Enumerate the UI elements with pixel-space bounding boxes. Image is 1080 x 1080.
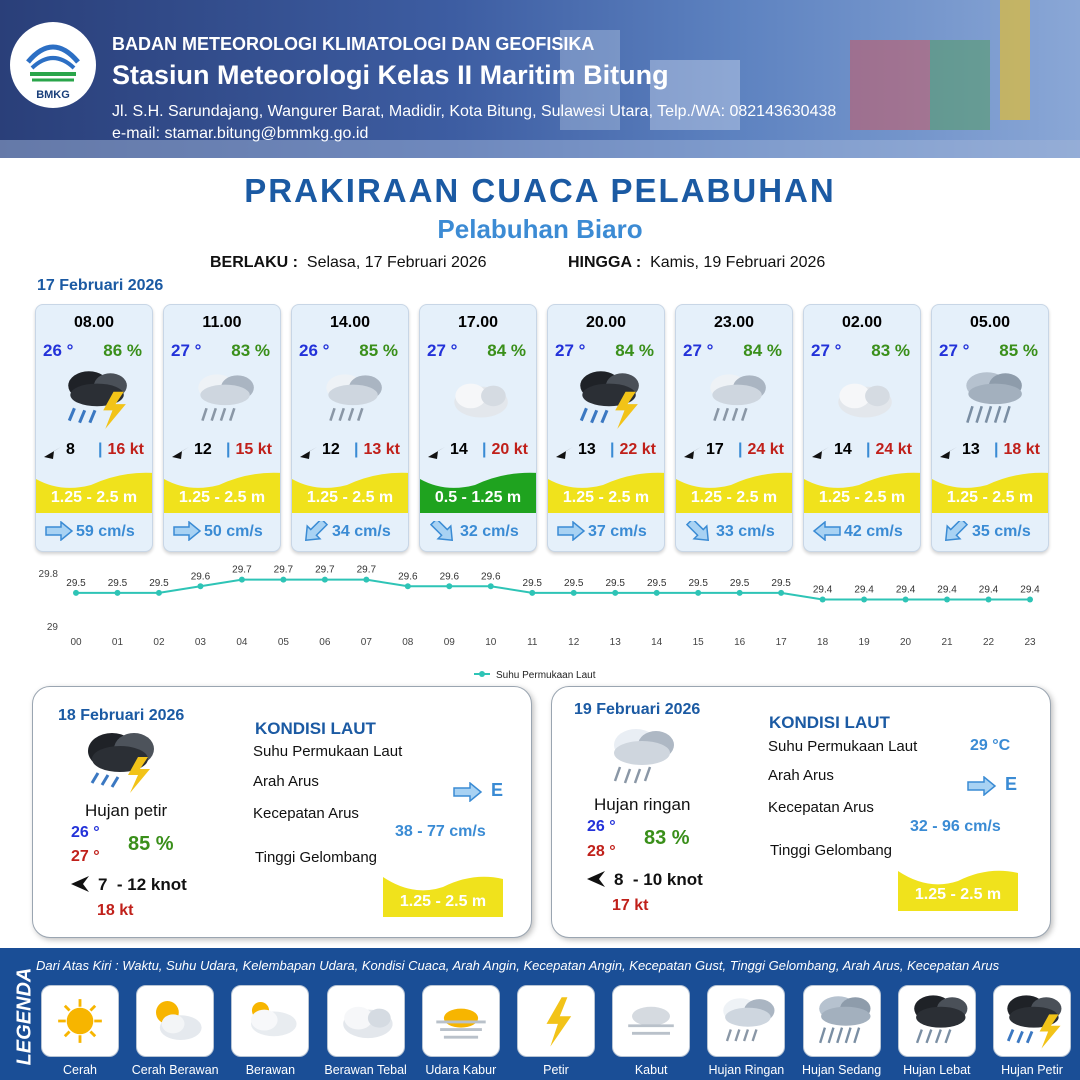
berawan-tebal-icon bbox=[816, 363, 910, 435]
wind-speed: 12 bbox=[194, 441, 212, 458]
forecast-time: 17.00 bbox=[457, 314, 499, 331]
separator: | bbox=[354, 441, 359, 458]
forecast-card bbox=[803, 304, 921, 552]
x-tick-label: 15 bbox=[692, 637, 704, 648]
y-tick-label: 29.8 bbox=[38, 569, 58, 580]
sst-point bbox=[73, 590, 79, 596]
wave-height: 1.25 - 2.5 m bbox=[690, 489, 778, 506]
humidity: 84 % bbox=[487, 341, 526, 360]
current-speed: 34 cm/s bbox=[332, 523, 391, 540]
sst-point bbox=[695, 590, 701, 596]
humidity: 85 % bbox=[999, 341, 1038, 360]
sst-data-label: 29.6 bbox=[481, 571, 501, 583]
separator: | bbox=[482, 441, 487, 458]
wind-arrow-icon bbox=[44, 441, 62, 459]
current-arrow-icon bbox=[684, 521, 714, 541]
x-tick-label: 04 bbox=[236, 637, 248, 648]
humidity: 84 % bbox=[743, 341, 782, 360]
x-tick-label: 23 bbox=[1024, 637, 1036, 648]
sst-data-label: 29.6 bbox=[439, 571, 460, 583]
current-speed: 33 cm/s bbox=[716, 523, 775, 540]
sst-data-label: 29.5 bbox=[66, 577, 86, 589]
sst-data-label: 29.5 bbox=[646, 577, 667, 589]
legend-label: Petir bbox=[543, 1063, 569, 1077]
current-arrow-icon bbox=[453, 782, 483, 802]
day2-dir: E bbox=[491, 780, 504, 800]
sst-point bbox=[446, 583, 452, 589]
sst-data-label: 29.6 bbox=[398, 571, 418, 583]
day3-temp-min: 26 ° bbox=[587, 818, 616, 835]
day2-condition: Hujan petir bbox=[85, 801, 168, 820]
current-arrow-icon bbox=[428, 521, 458, 541]
day3-sst-label: Suhu Permukaan Laut bbox=[768, 738, 918, 755]
hujan-sedang-legend-icon bbox=[803, 985, 881, 1057]
hujan-petir-legend-icon bbox=[993, 985, 1071, 1057]
hujan-ringan-legend-icon bbox=[707, 985, 785, 1057]
legend-title: LEGENDA bbox=[13, 967, 36, 1066]
current-arrow-icon bbox=[967, 776, 997, 796]
berawan-legend-icon bbox=[231, 985, 309, 1057]
sst-data-label: 29.4 bbox=[812, 584, 833, 596]
sst-data-label: 29.5 bbox=[149, 577, 169, 589]
sst-data-label: 29.5 bbox=[771, 577, 791, 589]
day3-sea-title: KONDISI LAUT bbox=[769, 713, 890, 732]
current-speed: 35 cm/s bbox=[972, 523, 1031, 540]
sst-data-label: 29.5 bbox=[107, 577, 128, 589]
berawan-tebal-icon bbox=[432, 363, 526, 435]
wave-height: 1.25 - 2.5 m bbox=[306, 489, 394, 506]
forecast-card bbox=[291, 304, 409, 552]
wind-arrow-icon bbox=[684, 441, 702, 459]
wind-speed: 13 bbox=[962, 441, 980, 458]
hujan-ringan-icon bbox=[176, 363, 270, 435]
legend-label: Hujan Petir bbox=[1001, 1063, 1063, 1077]
day2-wave: 1.25 - 2.5 m bbox=[399, 893, 487, 910]
day3-speed-label: Kecepatan Arus bbox=[768, 799, 874, 816]
day3-wave: 1.25 - 2.5 m bbox=[914, 886, 1002, 903]
current-speed: 59 cm/s bbox=[76, 523, 135, 540]
day1-date: 17 Februari 2026 bbox=[37, 277, 164, 294]
day2-rh: 85 % bbox=[128, 833, 174, 855]
current-speed: 37 cm/s bbox=[588, 523, 647, 540]
chart-legend-label: Suhu Permukaan Laut bbox=[496, 670, 596, 681]
forecast-time: 05.00 bbox=[969, 314, 1011, 331]
wave-height: 1.25 - 2.5 m bbox=[178, 489, 266, 506]
sst-chart bbox=[30, 560, 1050, 685]
email: e-mail: stamar.bitung@bmmkg.go.id bbox=[112, 125, 369, 142]
legend-label: Kabut bbox=[634, 1063, 668, 1077]
sst-data-label: 29.4 bbox=[978, 584, 999, 596]
separator: | bbox=[226, 441, 231, 458]
org-name: BADAN METEOROLOGI KLIMATOLOGI DAN GEOFISIKA bbox=[112, 34, 595, 54]
forecast-card bbox=[35, 304, 153, 552]
humidity: 83 % bbox=[871, 341, 910, 360]
current-arrow-icon bbox=[300, 521, 330, 541]
sst-data-label: 29.7 bbox=[273, 564, 294, 576]
day2-wave-label: Tinggi Gelombang bbox=[255, 849, 378, 866]
day2-speed: 38 - 77 cm/s bbox=[395, 823, 486, 840]
sst-point bbox=[280, 577, 286, 583]
x-tick-label: 08 bbox=[402, 637, 414, 648]
day3-dir-label: Arah Arus bbox=[768, 767, 834, 784]
gust-speed: 15 kt bbox=[235, 441, 272, 458]
x-tick-label: 11 bbox=[527, 637, 538, 648]
day2-speed-label: Kecepatan Arus bbox=[253, 805, 359, 822]
humidity: 84 % bbox=[615, 341, 654, 360]
x-tick-label: 14 bbox=[651, 637, 663, 648]
legend-label: Udara Kabur bbox=[425, 1063, 497, 1077]
separator: | bbox=[98, 441, 103, 458]
address: Jl. S.H. Sarundajang, Wangurer Barat, Madidir, Kota Bitung, Sulawesi Utara, Telp./WA: 082143630438 bbox=[112, 103, 837, 120]
legend-description: Dari Atas Kiri : Waktu, Suhu Udara, Kelembapan Udara, Kondisi Cuaca, Arah Angin, Kecepatan Angin, Kecepatan Gust, Tinggi Gelombang, Arah Arus, Kecepatan Arus bbox=[36, 958, 1000, 973]
sst-point bbox=[820, 597, 826, 603]
hujan-ringan-icon bbox=[688, 363, 782, 435]
wind-arrow-icon bbox=[71, 876, 91, 892]
bmkg-logo bbox=[10, 22, 96, 108]
day3-temp-max: 28 ° bbox=[587, 843, 616, 860]
day2-wind: 7 - 12 knot bbox=[98, 875, 187, 894]
current-speed: 32 cm/s bbox=[460, 523, 519, 540]
sst-point bbox=[197, 583, 203, 589]
legend-label: Hujan Sedang bbox=[801, 1063, 882, 1077]
sst-data-label: 29.5 bbox=[729, 577, 750, 589]
forecast-time: 08.00 bbox=[73, 314, 115, 331]
sst-point bbox=[778, 590, 784, 596]
day2-date: 18 Februari 2026 bbox=[58, 707, 185, 724]
air-temp: 27 ° bbox=[811, 341, 842, 360]
day2-temp-min: 26 ° bbox=[71, 824, 100, 841]
current-speed: 42 cm/s bbox=[844, 523, 903, 540]
sst-point bbox=[944, 597, 950, 603]
day2-gust: 18 kt bbox=[97, 902, 134, 919]
gust-speed: 13 kt bbox=[363, 441, 400, 458]
x-tick-label: 22 bbox=[982, 637, 995, 648]
wave-height: 1.25 - 2.5 m bbox=[946, 489, 1034, 506]
sst-data-label: 29.5 bbox=[688, 577, 708, 589]
x-tick-label: 09 bbox=[443, 637, 455, 648]
forecast-card bbox=[931, 304, 1049, 552]
sst-point bbox=[322, 577, 328, 583]
current-arrow-icon bbox=[44, 521, 74, 541]
sst-point bbox=[405, 583, 411, 589]
sst-point bbox=[239, 577, 245, 583]
day3-speed: 32 - 96 cm/s bbox=[910, 818, 1001, 835]
legend-label: Hujan Ringan bbox=[708, 1063, 785, 1077]
wind-speed: 12 bbox=[322, 441, 340, 458]
sst-point bbox=[571, 590, 577, 596]
wind-arrow-icon bbox=[172, 441, 190, 459]
wind-speed: 17 bbox=[706, 441, 724, 458]
air-temp: 26 ° bbox=[43, 341, 74, 360]
sst-data-label: 29.4 bbox=[937, 584, 957, 596]
forecast-time: 20.00 bbox=[585, 314, 627, 331]
wind-arrow-icon bbox=[300, 441, 318, 459]
sst-point bbox=[363, 577, 369, 583]
gust-speed: 24 kt bbox=[747, 441, 784, 458]
wave-height: 1.25 - 2.5 m bbox=[818, 489, 906, 506]
sst-point bbox=[903, 597, 909, 603]
x-tick-label: 03 bbox=[194, 637, 206, 648]
separator: | bbox=[866, 441, 871, 458]
day3-wind: 8 - 10 knot bbox=[614, 870, 703, 889]
day3-dir: E bbox=[1005, 774, 1018, 794]
wave-height: 1.25 - 2.5 m bbox=[50, 489, 138, 506]
wind-speed: 13 bbox=[578, 441, 596, 458]
hujan-lebat-legend-icon bbox=[898, 985, 976, 1057]
sst-data-label: 29.7 bbox=[232, 564, 252, 576]
air-temp: 26 ° bbox=[299, 341, 330, 360]
wave-height: 0.5 - 1.25 m bbox=[434, 489, 522, 506]
current-arrow-icon bbox=[940, 521, 970, 541]
gust-speed: 24 kt bbox=[875, 441, 912, 458]
forecast-time: 14.00 bbox=[329, 314, 371, 331]
valid-to: HINGGA : Kamis, 19 Februari 2026 bbox=[568, 254, 826, 271]
sst-data-label: 29.7 bbox=[315, 564, 335, 576]
day2-temp-max: 27 ° bbox=[71, 848, 100, 865]
sst-data-label: 29.5 bbox=[522, 577, 542, 589]
legend-label: Cerah Berawan bbox=[131, 1063, 219, 1077]
kabut-legend-icon bbox=[612, 985, 690, 1057]
berawan-tebal-legend-icon bbox=[327, 985, 405, 1057]
sst-point bbox=[529, 590, 535, 596]
x-tick-label: 10 bbox=[485, 637, 497, 648]
separator: | bbox=[610, 441, 615, 458]
wind-arrow-icon bbox=[428, 441, 446, 459]
gust-speed: 22 kt bbox=[619, 441, 656, 458]
wind-speed: 14 bbox=[450, 441, 468, 458]
thunderstorm-icon bbox=[78, 727, 168, 797]
wind-speed: 8 bbox=[66, 441, 75, 458]
x-tick-label: 02 bbox=[153, 637, 165, 648]
sst-point bbox=[1027, 597, 1033, 603]
gust-speed: 18 kt bbox=[1003, 441, 1040, 458]
sst-data-label: 29.5 bbox=[564, 577, 584, 589]
day2-sea-title: KONDISI LAUT bbox=[255, 719, 376, 738]
sst-point bbox=[654, 590, 660, 596]
sst-point bbox=[488, 583, 494, 589]
x-tick-label: 00 bbox=[70, 637, 82, 648]
current-arrow-icon bbox=[812, 521, 842, 541]
legend-label: Berawan Tebal bbox=[324, 1063, 407, 1077]
humidity: 83 % bbox=[231, 341, 270, 360]
x-tick-label: 07 bbox=[360, 637, 372, 648]
station-name: Stasiun Meteorologi Kelas II Maritim Bitung bbox=[112, 60, 669, 90]
sst-point bbox=[861, 597, 867, 603]
page-title: PRAKIRAAN CUACA PELABUHAN bbox=[244, 172, 836, 209]
x-tick-label: 20 bbox=[900, 637, 912, 648]
humidity: 85 % bbox=[359, 341, 398, 360]
forecast-card bbox=[547, 304, 665, 552]
sst-point bbox=[612, 590, 618, 596]
separator: | bbox=[994, 441, 999, 458]
sst-point bbox=[156, 590, 162, 596]
day2-sst-label: Suhu Permukaan Laut bbox=[253, 743, 403, 760]
x-tick-label: 19 bbox=[858, 637, 870, 648]
sst-point bbox=[986, 597, 992, 603]
legend-marker bbox=[479, 671, 485, 677]
legend-label: Berawan bbox=[245, 1063, 296, 1077]
forecast-time: 02.00 bbox=[841, 314, 883, 331]
x-tick-label: 06 bbox=[319, 637, 331, 648]
hujan-petir-icon bbox=[48, 363, 142, 435]
sst-data-label: 29.6 bbox=[190, 571, 211, 583]
sst-point bbox=[737, 590, 743, 596]
forecast-card bbox=[675, 304, 793, 552]
sst-data-label: 29.7 bbox=[356, 564, 377, 576]
day3-wave-label: Tinggi Gelombang bbox=[770, 842, 893, 859]
svg-text:BMKG: BMKG bbox=[36, 89, 70, 101]
sst-data-label: 29.4 bbox=[1020, 584, 1040, 596]
x-tick-label: 12 bbox=[568, 637, 580, 648]
valid-from: BERLAKU : Selasa, 17 Februari 2026 bbox=[210, 254, 487, 271]
day2-panel bbox=[32, 686, 532, 938]
hujan-sedang-icon bbox=[944, 363, 1038, 435]
port-name: Pelabuhan Biaro bbox=[437, 214, 643, 244]
sst-data-label: 29.4 bbox=[895, 584, 916, 596]
y-tick-label: 29 bbox=[46, 622, 58, 633]
light-rain-icon bbox=[602, 723, 682, 795]
air-temp: 27 ° bbox=[939, 341, 970, 360]
air-temp: 27 ° bbox=[427, 341, 458, 360]
wind-arrow-icon bbox=[587, 871, 607, 887]
air-temp: 27 ° bbox=[683, 341, 714, 360]
day2-dir-label: Arah Arus bbox=[253, 773, 319, 790]
sst-data-label: 29.5 bbox=[605, 577, 625, 589]
petir-legend-icon bbox=[517, 985, 595, 1057]
x-tick-label: 17 bbox=[775, 637, 787, 648]
x-tick-label: 21 bbox=[941, 637, 953, 648]
humidity: 86 % bbox=[103, 341, 142, 360]
current-speed: 50 cm/s bbox=[204, 523, 263, 540]
x-tick-label: 13 bbox=[609, 637, 621, 648]
x-tick-label: 18 bbox=[817, 637, 829, 648]
day3-rh: 83 % bbox=[644, 827, 690, 849]
forecast-card bbox=[163, 304, 281, 552]
day3-panel bbox=[551, 686, 1051, 938]
wind-speed: 14 bbox=[834, 441, 852, 458]
separator: | bbox=[738, 441, 743, 458]
gust-speed: 20 kt bbox=[491, 441, 528, 458]
current-arrow-icon bbox=[556, 521, 586, 541]
udara-kabur-legend-icon bbox=[422, 985, 500, 1057]
legend-label: Hujan Lebat bbox=[903, 1063, 971, 1077]
x-tick-label: 05 bbox=[277, 637, 289, 648]
wind-arrow-icon bbox=[940, 441, 958, 459]
cerah-berawan-legend-icon bbox=[136, 985, 214, 1057]
day3-date: 19 Februari 2026 bbox=[574, 701, 701, 718]
hujan-petir-icon bbox=[560, 363, 654, 435]
forecast-card bbox=[419, 304, 537, 552]
legend-label: Cerah bbox=[62, 1063, 98, 1077]
day3-condition: Hujan ringan bbox=[594, 795, 691, 814]
day3-sst: 29 °C bbox=[970, 737, 1011, 754]
air-temp: 27 ° bbox=[555, 341, 586, 360]
current-arrow-icon bbox=[172, 521, 202, 541]
sst-data-label: 29.4 bbox=[854, 584, 874, 596]
x-tick-label: 16 bbox=[734, 637, 746, 648]
cerah-legend-icon bbox=[41, 985, 119, 1057]
forecast-time: 23.00 bbox=[713, 314, 755, 331]
sst-point bbox=[114, 590, 120, 596]
x-tick-label: 01 bbox=[111, 637, 124, 648]
forecast-time: 11.00 bbox=[202, 314, 242, 331]
day3-gust: 17 kt bbox=[612, 897, 649, 914]
wind-arrow-icon bbox=[556, 441, 574, 459]
hujan-ringan-icon bbox=[304, 363, 398, 435]
wind-arrow-icon bbox=[812, 441, 830, 459]
air-temp: 27 ° bbox=[171, 341, 202, 360]
wave-height: 1.25 - 2.5 m bbox=[562, 489, 650, 506]
gust-speed: 16 kt bbox=[107, 441, 144, 458]
